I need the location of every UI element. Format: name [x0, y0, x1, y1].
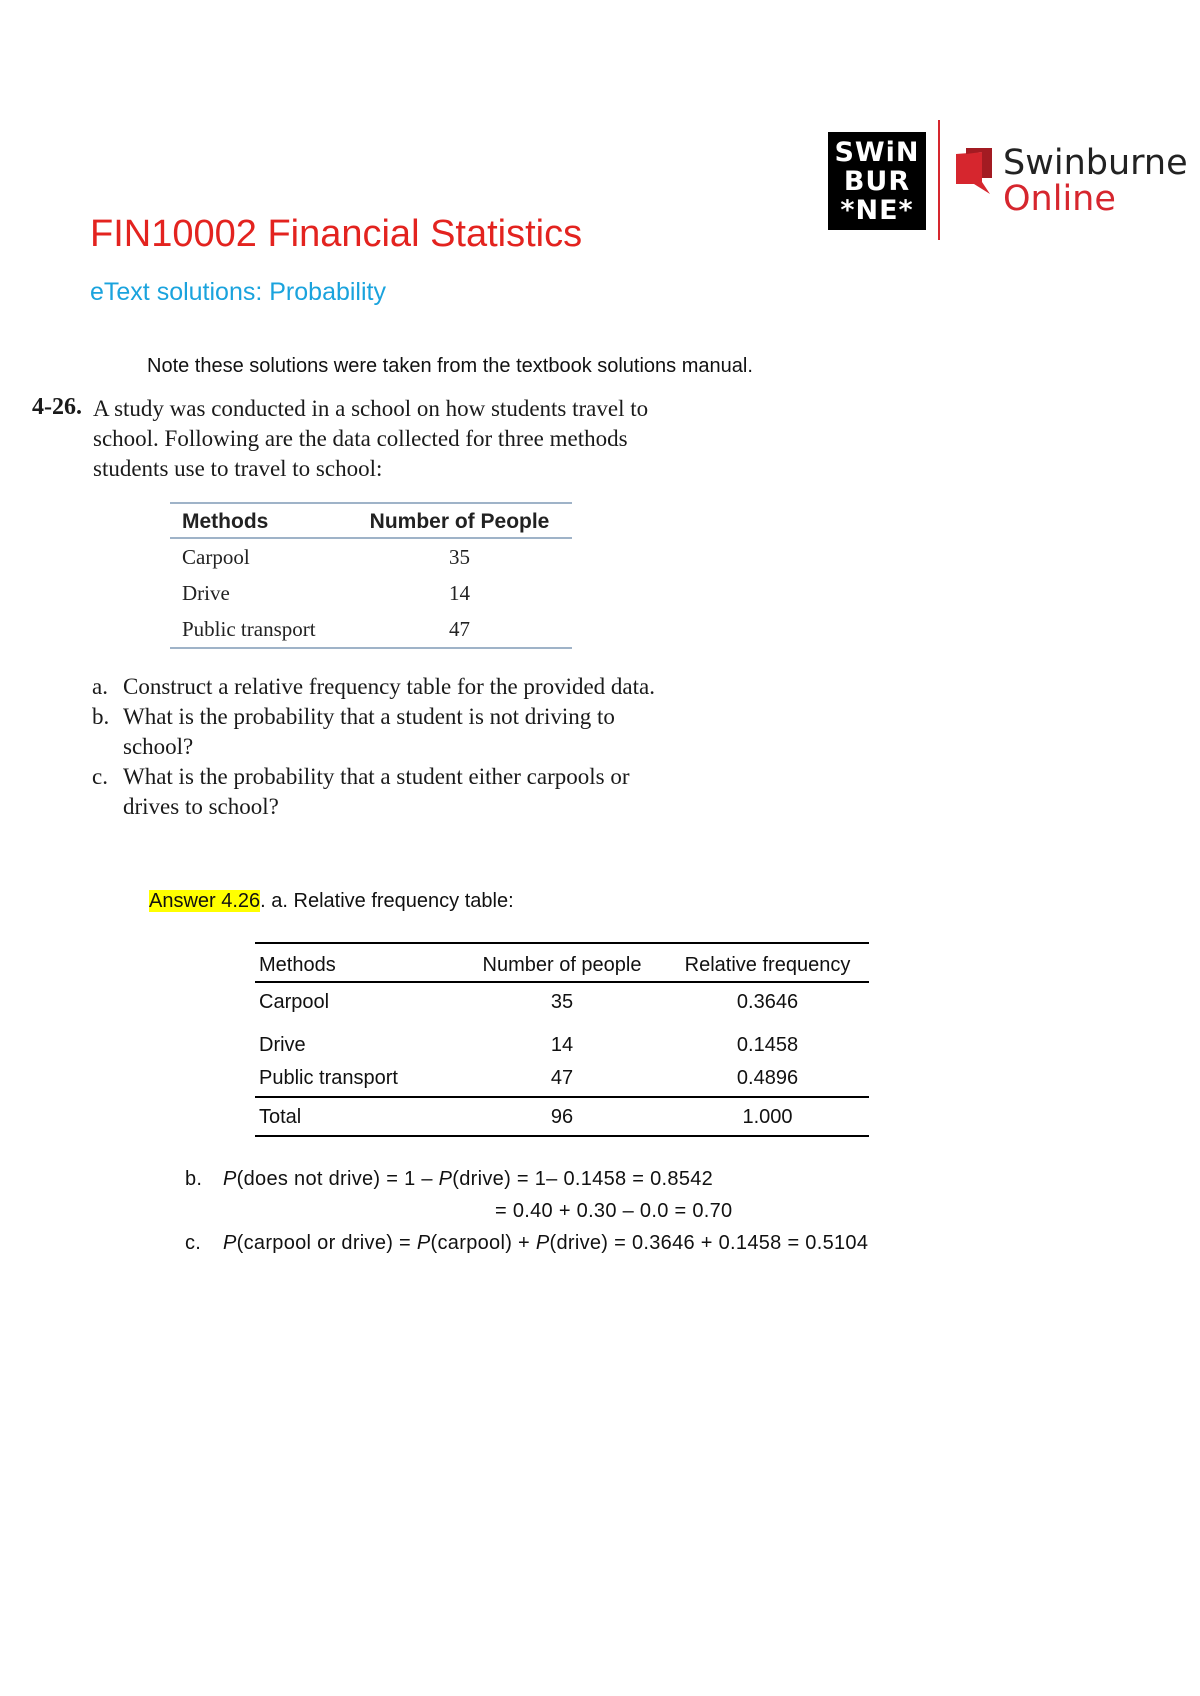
- table-cell: 47: [458, 1063, 666, 1097]
- problem-number: 4-26.: [32, 394, 82, 420]
- table-row: [255, 982, 869, 1020]
- solution-text: (carpool or drive) =: [236, 1232, 417, 1254]
- p-symbol: P: [223, 1168, 237, 1190]
- p-symbol: P: [535, 1232, 550, 1254]
- swinburne-online-wordmark: [1003, 145, 1188, 217]
- table-row: [170, 575, 572, 611]
- column-header: Methods: [170, 503, 345, 538]
- table-row: [255, 1020, 869, 1063]
- table-cell: 35: [550, 991, 574, 1013]
- column-header: Relative frequency: [666, 943, 869, 982]
- table-cell: Public transport: [170, 611, 345, 648]
- solution-text: (does not drive) = 1 –: [236, 1168, 439, 1190]
- table-header-row: [170, 503, 572, 538]
- question-list: [92, 672, 672, 822]
- table-cell: Drive: [259, 1034, 306, 1056]
- column-header: Methods: [255, 943, 458, 982]
- problem-text: A study was conducted in a school on how students travel to school. Following are the data collected for three methods students use to travel to school:: [93, 396, 649, 481]
- brand-line-2: Online: [1003, 179, 1116, 219]
- solution-label: b.: [185, 1168, 203, 1190]
- table-cell: 1.000: [666, 1097, 869, 1136]
- logo-line-2: BUR: [843, 166, 911, 197]
- table-cell: 14: [449, 581, 471, 605]
- swinburne-logo-box: [828, 132, 926, 230]
- question-item: [92, 672, 672, 702]
- question-label: a.: [92, 674, 108, 699]
- logo-line-1: SWiN: [834, 137, 920, 168]
- speech-bubble-icon: [952, 148, 992, 198]
- table-cell: 35: [449, 545, 471, 569]
- question-item: [92, 762, 672, 822]
- problem-data-table: [170, 502, 572, 649]
- solution-c: [185, 1232, 868, 1255]
- solution-text: (drive) = 0.3646 + 0.1458 = 0.5104: [549, 1232, 869, 1254]
- solution-text: (drive) = 1– 0.1458 = 0.8542: [452, 1168, 714, 1190]
- table-row: [255, 1063, 869, 1097]
- table-cell: 0.1458: [736, 1034, 799, 1056]
- table-cell: Drive: [182, 581, 230, 605]
- question-text: What is the probability that a student either carpools or drives to school?: [123, 764, 630, 819]
- column-header: Number of people: [458, 943, 666, 982]
- table-cell: 0.3646: [736, 991, 799, 1013]
- logo-line-3: *NE*: [840, 195, 914, 226]
- answer-label-highlight: Answer 4.26: [149, 890, 261, 912]
- question-label: b.: [92, 704, 110, 729]
- table-total-row: [255, 1097, 869, 1136]
- table-cell: 0.4896: [666, 1063, 869, 1097]
- page-subtitle: eText solutions: Probability: [90, 278, 386, 306]
- question-text: What is the probability that a student is not driving to school?: [123, 704, 615, 759]
- solution-label: c.: [185, 1232, 202, 1254]
- table-row: [170, 538, 572, 575]
- solution-b-line-2: = 0.40 + 0.30 – 0.0 = 0.70: [495, 1200, 733, 1222]
- p-symbol: P: [438, 1168, 453, 1190]
- table-header-row: [255, 943, 869, 982]
- table-cell: 14: [550, 1034, 574, 1056]
- answer-intro: . a. Relative frequency table:: [260, 890, 514, 912]
- question-item: [92, 702, 672, 762]
- solution-text: (carpool) +: [430, 1232, 536, 1254]
- answer-heading: [149, 890, 514, 913]
- table-cell: Carpool: [259, 991, 330, 1013]
- page-title: FIN10002 Financial Statistics: [90, 213, 583, 255]
- solutions-note: Note these solutions were taken from the textbook solutions manual.: [147, 355, 753, 377]
- table-cell: Total: [255, 1097, 458, 1136]
- column-header: Number of People: [345, 503, 572, 538]
- question-label: c.: [92, 764, 108, 789]
- table-cell: Carpool: [182, 545, 250, 569]
- relative-frequency-table: [255, 942, 869, 1137]
- logo-divider: [938, 120, 940, 240]
- brand-line-1: Swinburne: [1003, 143, 1188, 183]
- p-symbol: P: [223, 1232, 237, 1254]
- table-cell: 96: [458, 1097, 666, 1136]
- p-symbol: P: [416, 1232, 431, 1254]
- table-row: [170, 611, 572, 648]
- question-text: Construct a relative frequency table for the provided data.: [123, 674, 655, 699]
- table-cell: Public transport: [255, 1063, 458, 1097]
- table-cell: 47: [345, 611, 572, 648]
- solution-b: [185, 1168, 713, 1191]
